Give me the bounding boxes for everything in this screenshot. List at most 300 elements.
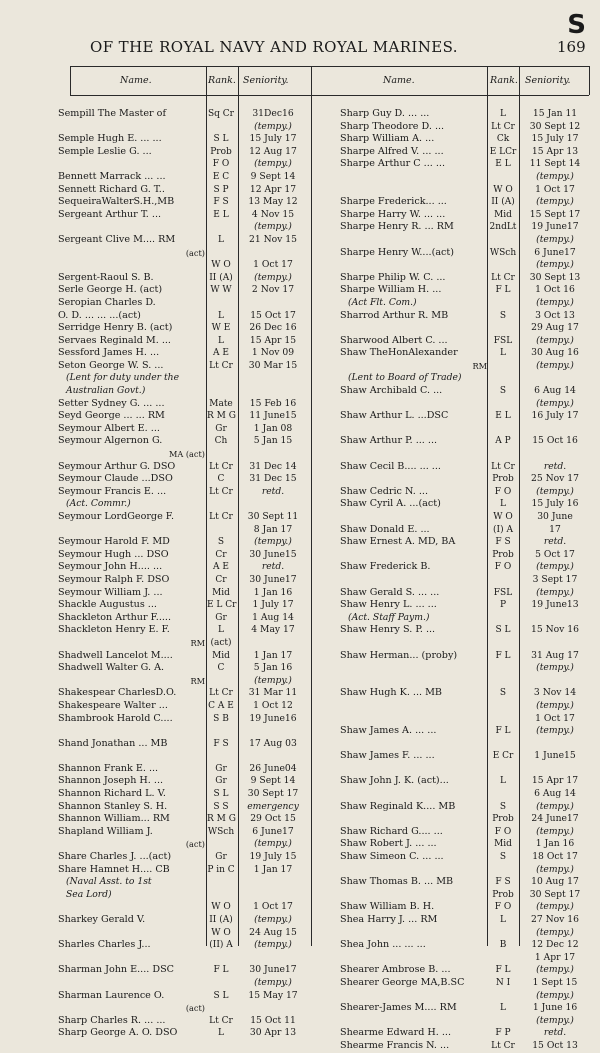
entry-row xyxy=(58,612,308,625)
entry-row xyxy=(340,372,590,385)
entry-row xyxy=(58,990,308,1003)
seniority-cell: (tempy.) xyxy=(536,926,574,938)
entry-row xyxy=(340,1015,590,1028)
seniority-cell: (tempy.) xyxy=(254,838,292,850)
entry-row xyxy=(58,1015,308,1028)
officer-name: Shakespeare Walter ... xyxy=(58,699,168,711)
officer-name: Shannon Richard L. V. xyxy=(58,788,166,800)
entry-row xyxy=(340,209,590,222)
entry-row xyxy=(340,725,590,738)
entry-row xyxy=(340,171,590,184)
rank-cell: L xyxy=(218,1028,224,1039)
rank-cell: P xyxy=(499,600,507,611)
rank-cell: (II) A xyxy=(209,940,233,951)
entry-row xyxy=(340,977,590,990)
officer-name: Sharpe Harry W. ... ... xyxy=(340,208,446,220)
officer-name: Seymour William J. ... xyxy=(58,586,163,598)
rank-cell: Lt Cr xyxy=(209,486,233,497)
rank-cell: E C xyxy=(212,171,230,182)
entry-row xyxy=(340,650,590,663)
officer-name: Seymour Ralph F. DSO xyxy=(58,573,170,585)
seniority-cell: 3 Oct 13 xyxy=(535,309,575,321)
seniority-cell: (tempy.) xyxy=(536,825,574,837)
seniority-cell: (tempy.) xyxy=(536,561,574,573)
entry-row xyxy=(58,347,308,360)
entry-row xyxy=(58,410,308,423)
seniority-cell: 15 Oct 13 xyxy=(532,1039,578,1051)
seniority-cell: emergency xyxy=(247,800,299,812)
seniority-cell: 12 Aug 17 xyxy=(249,145,297,157)
entry-row xyxy=(340,524,590,537)
rank-cell: W O xyxy=(211,902,231,913)
entry-row xyxy=(340,511,590,524)
seniority-cell: (tempy.) xyxy=(536,397,574,409)
entry-row xyxy=(58,536,308,549)
rank-cell: S xyxy=(499,688,507,699)
entry-row xyxy=(340,498,590,511)
rank-cell: Sq Cr xyxy=(208,109,234,119)
officer-name: Seyd George ... ... RM xyxy=(58,410,165,422)
entry-row xyxy=(340,473,590,486)
officer-name: (Lent to Board of Trade) xyxy=(348,372,462,384)
entry-row xyxy=(58,914,308,927)
entry-row xyxy=(340,146,590,159)
officer-name: Shadwell Lancelot M.... xyxy=(58,649,173,661)
seniority-cell: (tempy.) xyxy=(536,359,574,371)
seniority-cell: 30 June15 xyxy=(249,548,297,560)
seniority-cell: 12 Dec 12 xyxy=(531,939,579,951)
seniority-cell: 9 Sept 14 xyxy=(250,170,296,182)
officer-name: Seymour Claude ...DSO xyxy=(58,473,173,485)
officer-name: Seymour Albert E. ... xyxy=(58,422,160,434)
entry-row xyxy=(340,1002,590,1015)
entry-row xyxy=(340,851,590,864)
officer-name: Shannon William... RM xyxy=(58,813,170,825)
seniority-cell: 12 Apr 17 xyxy=(249,183,297,195)
seniority-cell: 3 Sept 17 xyxy=(532,573,578,585)
seniority-cell: (tempy.) xyxy=(254,120,292,132)
officer-name: Shakespear CharlesD.O. xyxy=(58,687,177,699)
seniority-cell: 30 June xyxy=(537,511,573,522)
center-divider xyxy=(311,66,312,946)
entry-row xyxy=(340,838,590,851)
entry-row xyxy=(58,184,308,197)
officer-name: Shaw Herman... (proby) xyxy=(340,649,458,661)
officer-name: Seymour Francis E. ... xyxy=(58,485,167,497)
rank-cell: L xyxy=(500,109,506,119)
rank-cell: E L xyxy=(495,411,511,422)
entry-row xyxy=(340,310,590,323)
officer-name: Serridge Henry B. (act) xyxy=(58,322,173,334)
entry-row xyxy=(340,750,590,763)
seniority-cell: 15 Feb 16 xyxy=(249,397,297,409)
seniority-cell: 4 May 17 xyxy=(251,624,295,636)
officer-name: Shaw James A. ... ... xyxy=(340,725,437,737)
rank-cell: L xyxy=(218,310,224,321)
officer-name: Shearer George MA,B.SC xyxy=(340,976,465,988)
seniority-cell: 15 Apr 17 xyxy=(531,775,579,787)
entry-row xyxy=(340,612,590,625)
seniority-cell: 5 Jan 15 xyxy=(253,435,293,447)
seniority-cell: retd. xyxy=(261,561,285,573)
seniority-cell: 15 July 17 xyxy=(531,133,579,145)
entry-row xyxy=(340,687,590,700)
rank-cell: S B xyxy=(213,713,229,724)
entry-row xyxy=(340,196,590,209)
seniority-cell: 1 June 16 xyxy=(532,1002,578,1014)
left-seniority-header: Seniority. xyxy=(243,75,289,86)
entry-row xyxy=(340,461,590,474)
seniority-cell: 13 May 12 xyxy=(248,196,298,208)
rank-cell: Mid xyxy=(212,587,230,598)
entry-row xyxy=(340,587,590,600)
rank-cell: Lt Cr xyxy=(491,1040,515,1051)
officer-name: Share Charles J. ...(act) xyxy=(58,851,172,863)
seniority-cell: 21 Nov 15 xyxy=(249,233,297,245)
rank-cell: Mate xyxy=(209,398,233,409)
rank-cell: Gr xyxy=(215,612,227,623)
entry-row xyxy=(340,927,590,940)
entry-row xyxy=(58,851,308,864)
rank-cell: R M G xyxy=(207,814,236,825)
seniority-cell: 30 Sept 13 xyxy=(529,271,581,283)
entry-row xyxy=(58,864,308,877)
seniority-cell: 1 Jan 17 xyxy=(253,649,293,661)
officer-name: Sergeant Arthur T. ... xyxy=(58,208,162,220)
seniority-cell: (tempy.) xyxy=(536,800,574,812)
entry-row xyxy=(58,549,308,562)
seniority-cell: 6 Aug 14 xyxy=(534,385,576,397)
entry-row xyxy=(58,561,308,574)
officer-name: Shaw Hugh K. ... MB xyxy=(340,687,442,699)
entry-row xyxy=(340,990,590,1003)
entry-row xyxy=(58,435,308,448)
entry-row xyxy=(340,574,590,587)
entry-row xyxy=(340,876,590,889)
officer-name: Bennett Marrack ... ... xyxy=(58,170,166,182)
seniority-cell: 6 June17 xyxy=(534,246,576,258)
entry-row xyxy=(340,561,590,574)
seniority-cell: 15 Sept 17 xyxy=(529,208,581,220)
rank-cell: F S xyxy=(495,877,511,888)
rank-cell: Gr xyxy=(215,763,227,774)
seniority-cell: 1 Oct 17 xyxy=(535,183,575,195)
entry-row xyxy=(340,801,590,814)
seniority-cell: 30 June17 xyxy=(249,573,297,585)
officer-name: Sharman John E.... DSC xyxy=(58,964,174,976)
entry-row xyxy=(58,247,308,260)
rank-cell: E L xyxy=(213,209,229,220)
seniority-cell: (tempy.) xyxy=(254,914,292,925)
seniority-cell: 1 Jan 17 xyxy=(253,863,293,875)
officer-name: Shaw Richard G.... ... xyxy=(340,825,443,837)
officer-name: Shaw Archibald C. ... xyxy=(340,385,443,397)
rank-cell: S xyxy=(499,310,507,321)
officer-name: Seymour Algernon G. xyxy=(58,435,163,447)
rank-cell: Gr xyxy=(215,852,227,863)
seniority-cell: (tempy.) xyxy=(536,964,574,976)
seniority-cell: (tempy.) xyxy=(536,296,574,308)
rank-cell: Lt Cr xyxy=(491,121,515,132)
left-name-header: Name. xyxy=(120,75,152,86)
rank-cell: F L xyxy=(495,726,511,737)
seniority-cell: 19 July 15 xyxy=(249,851,297,863)
rank-cell: Lt Cr xyxy=(209,512,233,522)
seniority-cell: 10 Aug 17 xyxy=(531,876,579,888)
rank-cell: Prob xyxy=(492,889,514,900)
rank-cell: W O xyxy=(493,512,513,522)
officer-name: Sharles Charles J... xyxy=(58,939,151,951)
rank-cell: II (A) xyxy=(491,197,515,208)
entry-row xyxy=(58,133,308,146)
entry-row xyxy=(340,360,590,373)
rank-cell: E LCr xyxy=(489,146,517,157)
entry-row xyxy=(58,675,308,688)
entry-row xyxy=(340,901,590,914)
rank-cell: WSch xyxy=(489,247,517,258)
officer-name: Servaes Reginald M. ... xyxy=(58,334,171,346)
seniority-cell: 15 July 17 xyxy=(249,133,297,145)
officer-name: Sharp Theodore D. ... xyxy=(340,120,445,132)
entry-row xyxy=(340,864,590,877)
officer-name: Shannon Joseph H. ... xyxy=(58,775,164,787)
seniority-cell: 30 Sept 12 xyxy=(529,120,581,132)
rank-cell: Prob xyxy=(492,814,514,825)
officer-name: Seymour LordGeorge F. xyxy=(58,511,175,522)
entry-row xyxy=(340,423,590,436)
officer-name: Shearme Edward H. ... xyxy=(340,1027,452,1039)
entry-row xyxy=(58,322,308,335)
rank-cell: A P xyxy=(495,436,511,447)
page-number: 169 xyxy=(557,38,586,56)
entry-row xyxy=(58,121,308,134)
officer-name: Sharp George A. O. DSO xyxy=(58,1027,178,1039)
seniority-cell: 9 Sept 14 xyxy=(250,775,296,787)
officer-name: (Act. Commr.) xyxy=(66,498,131,510)
officer-name: Sharpe Henry R. ... RM xyxy=(340,221,454,233)
officer-name: Shaw Cedric N. ... xyxy=(340,485,428,497)
seniority-cell: (tempy.) xyxy=(536,196,574,208)
rank-cell: W O xyxy=(211,260,231,271)
seniority-cell: 30 Apr 13 xyxy=(249,1027,297,1039)
rank-cell: W O xyxy=(211,927,231,938)
entry-row xyxy=(58,473,308,486)
rank-cell: Ch xyxy=(214,436,228,447)
seniority-cell: 31 Aug 17 xyxy=(531,649,579,661)
seniority-cell: 1 Oct 17 xyxy=(535,712,575,724)
entry-row xyxy=(340,108,590,121)
officer-name: Shaw Robert J. ... ... xyxy=(340,838,437,850)
rank-cell: Cr xyxy=(215,574,227,585)
entry-row xyxy=(340,536,590,549)
right-name-header: Name. xyxy=(383,75,415,86)
rank-cell: Cr xyxy=(215,549,227,560)
entry-row xyxy=(340,738,590,751)
seniority-cell: 31 Mar 11 xyxy=(248,687,298,699)
officer-name: Shaw Simeon C. ... ... xyxy=(340,851,444,863)
entry-row xyxy=(58,662,308,675)
seniority-cell: (tempy.) xyxy=(536,259,574,271)
seniority-cell: 1 Jan 16 xyxy=(535,838,575,850)
rank-cell: FSL xyxy=(493,335,513,346)
seniority-cell: 2 Nov 17 xyxy=(251,284,295,296)
seniority-cell: 29 Aug 17 xyxy=(531,322,579,334)
seniority-cell: 15 Oct 17 xyxy=(250,309,296,321)
seniority-cell: retd. xyxy=(543,1027,567,1039)
seniority-cell: 4 Nov 15 xyxy=(251,208,295,220)
entry-row xyxy=(58,486,308,499)
seniority-cell: 27 Nov 16 xyxy=(531,914,579,925)
seniority-cell: 5 Jan 16 xyxy=(253,662,293,674)
right-rank-header: Rank. xyxy=(490,75,518,86)
seniority-cell: 30 Sept 11 xyxy=(247,511,299,522)
rank-cell: Lt Cr xyxy=(491,272,515,283)
seniority-cell: (tempy.) xyxy=(254,674,292,686)
entry-row xyxy=(340,121,590,134)
entry-row xyxy=(340,284,590,297)
entry-row xyxy=(340,889,590,902)
officer-name: Shaw James F. ... ... xyxy=(340,750,435,762)
right-seniority-header: Seniority. xyxy=(525,75,571,86)
entry-row xyxy=(58,461,308,474)
seniority-cell: 6 June17 xyxy=(252,825,294,837)
seniority-cell: (tempy.) xyxy=(254,536,292,548)
seniority-cell: (tempy.) xyxy=(536,662,574,674)
officer-name: Shaw William B. H. xyxy=(340,901,435,913)
seniority-cell: 19 June17 xyxy=(531,221,579,233)
officer-name: Sharwood Albert C. ... xyxy=(340,334,448,346)
officer-name: RM xyxy=(472,360,487,371)
seniority-cell: 26 June04 xyxy=(249,762,297,774)
seniority-cell: 30 June17 xyxy=(249,964,297,976)
officer-name: Sergent-Raoul S. B. xyxy=(58,271,154,283)
officer-name: Shaw Henry S. P. ... xyxy=(340,624,436,636)
entry-row xyxy=(340,335,590,348)
officer-name: Shadwell Walter G. A. xyxy=(58,662,165,674)
entry-row xyxy=(58,146,308,159)
officer-name: Shannon Stanley S. H. xyxy=(58,800,168,812)
officer-name: Shea Harry J. ... RM xyxy=(340,914,438,925)
officer-name: Shea John ... ... ... xyxy=(340,939,426,951)
officer-name: Seymour John H.... ... xyxy=(58,561,163,573)
rank-cell: WSch xyxy=(207,826,235,837)
officer-name: Sharp Guy D. ... ... xyxy=(340,108,430,119)
officer-name: Seymour Arthur G. DSO xyxy=(58,460,176,472)
rank-cell: II (A) xyxy=(209,272,233,283)
officer-name: Sea Lord) xyxy=(66,888,112,900)
entry-row xyxy=(58,158,308,171)
rank-cell: F O xyxy=(494,826,512,837)
officer-name: Sharp William A. ... xyxy=(340,133,435,145)
entry-row xyxy=(340,347,590,360)
entry-row xyxy=(58,624,308,637)
rank-cell: B xyxy=(499,940,507,951)
entry-row xyxy=(58,398,308,411)
seniority-cell: 1 Oct 17 xyxy=(253,901,293,913)
rank-cell: Prob xyxy=(492,474,514,485)
officer-name: (Act. Staff Paym.) xyxy=(348,611,430,623)
rank-cell: L xyxy=(218,625,224,636)
entry-row xyxy=(58,738,308,751)
entry-row xyxy=(58,650,308,663)
officer-name: (act) xyxy=(185,247,205,258)
rank-cell: Lt Cr xyxy=(209,360,233,371)
header-rule xyxy=(70,95,589,96)
officer-name: Shearme Francis N. ... xyxy=(340,1039,450,1051)
officer-name: Shaw Reginald K.... MB xyxy=(340,800,456,812)
entry-row xyxy=(340,549,590,562)
rank-cell: F L xyxy=(213,965,229,976)
entry-row xyxy=(58,511,308,524)
entry-row xyxy=(58,574,308,587)
officer-name: Shambrook Harold C.... xyxy=(58,712,173,724)
entry-row xyxy=(340,184,590,197)
seniority-cell: (tempy.) xyxy=(254,158,292,170)
officer-name: Sharpe Henry W....(act) xyxy=(340,246,455,258)
seniority-cell: (tempy.) xyxy=(536,1014,574,1026)
entry-row xyxy=(58,637,308,650)
officer-name: Shaw Donald E. ... xyxy=(340,523,430,535)
officer-name: Shannon Frank E. ... xyxy=(58,762,159,774)
rank-cell: A E xyxy=(213,348,229,359)
entry-row xyxy=(340,813,590,826)
seniority-cell: (tempy.) xyxy=(536,699,574,711)
officer-name: Sempill The Master of xyxy=(58,108,167,119)
officer-name: Seymour Hugh ... DSO xyxy=(58,548,169,560)
rank-cell: S xyxy=(499,386,507,397)
officer-name: Shearer-James M.... RM xyxy=(340,1002,457,1014)
entry-row xyxy=(340,322,590,335)
officer-name: (Lent for duty under the xyxy=(66,372,180,384)
entry-row xyxy=(340,259,590,272)
officer-name: Australian Govt.) xyxy=(66,385,146,397)
seniority-cell: 24 June17 xyxy=(531,813,579,825)
seniority-cell: (tempy.) xyxy=(536,586,574,598)
officer-name: SequeiraWalterS.H.,MB xyxy=(58,196,175,208)
officer-name: (Act Flt. Com.) xyxy=(348,296,417,308)
seniority-cell: 8 Jan 17 xyxy=(253,523,293,535)
seniority-cell: 15 Oct 16 xyxy=(532,435,578,447)
officer-name: Sergeant Clive M.... RM xyxy=(58,233,176,245)
rank-cell: Lt Cr xyxy=(209,688,233,699)
seniority-cell: 31Dec16 xyxy=(252,108,294,119)
entry-row xyxy=(58,272,308,285)
officer-name: Sessford James H. ... xyxy=(58,347,160,359)
rank-cell: S S xyxy=(213,801,229,812)
officer-name: (Naval Asst. to 1st xyxy=(66,876,152,888)
entry-row xyxy=(340,1027,590,1040)
officer-name: Sharpe William H. ... xyxy=(340,284,442,296)
officer-name: Sharrod Arthur R. MB xyxy=(340,309,449,321)
entry-row xyxy=(340,952,590,965)
officer-name: Shaw Thomas B. ... MB xyxy=(340,876,454,888)
officer-name: Sharpe Philip W. C. ... xyxy=(340,271,446,283)
entry-row xyxy=(340,675,590,688)
seniority-cell: 19 June16 xyxy=(249,712,297,724)
entry-row xyxy=(340,637,590,650)
entry-row xyxy=(58,448,308,461)
rank-cell: F S xyxy=(213,738,229,749)
entry-row xyxy=(58,927,308,940)
seniority-cell: 24 Aug 15 xyxy=(249,926,297,938)
entry-row xyxy=(340,788,590,801)
rank-cell: Prob xyxy=(210,146,232,157)
seniority-cell: 17 Aug 03 xyxy=(249,737,297,749)
rank-cell: L xyxy=(218,335,224,346)
rank-cell: C xyxy=(217,663,225,674)
entry-row xyxy=(58,801,308,814)
entry-row xyxy=(340,763,590,776)
